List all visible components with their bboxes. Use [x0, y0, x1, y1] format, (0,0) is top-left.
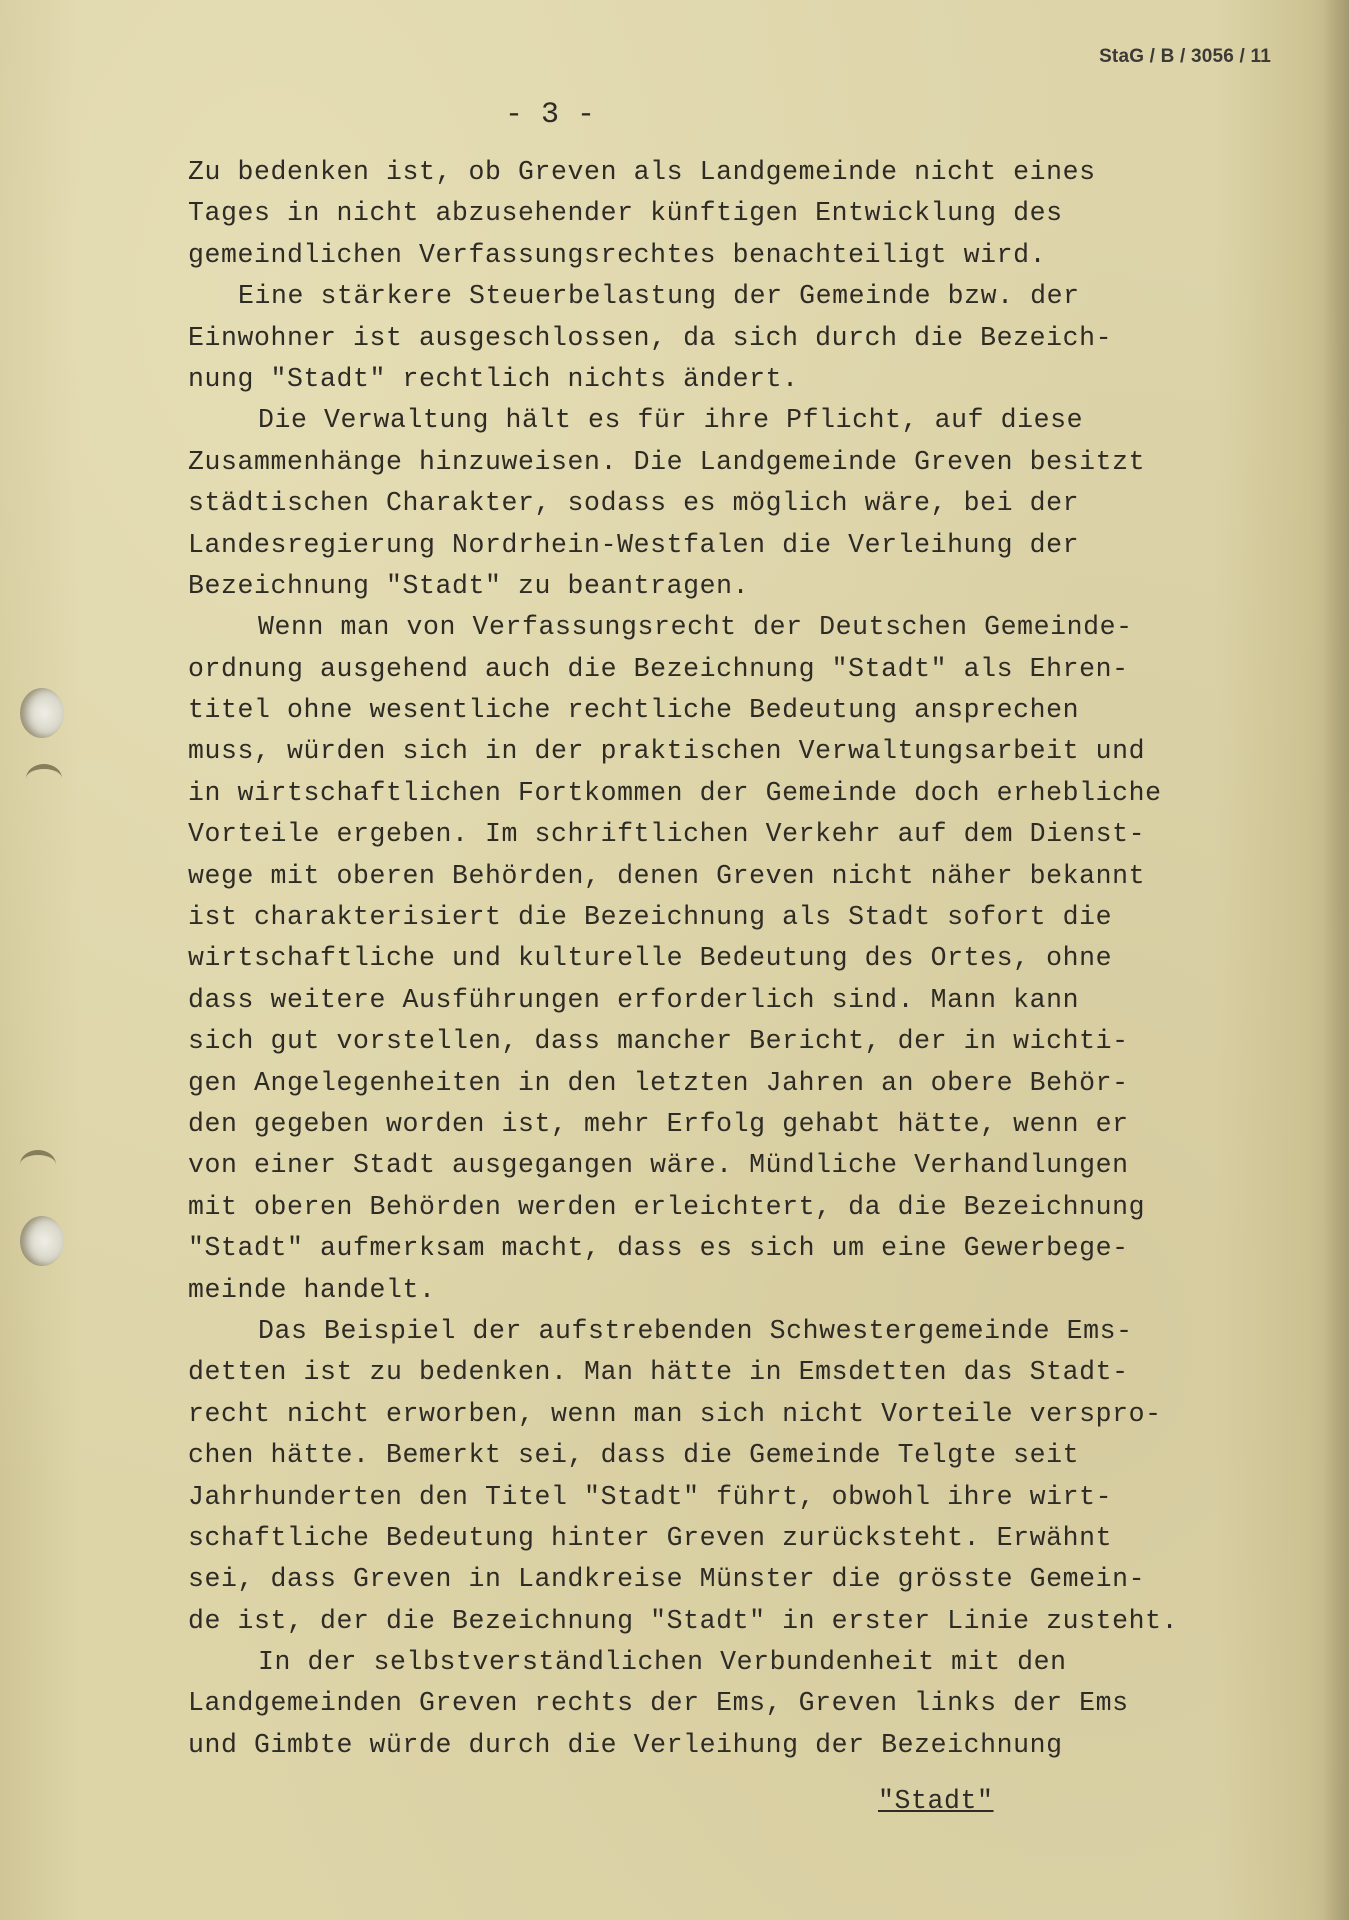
text-line: sei, dass Greven in Landkreise Münster die grösste Gemein-: [188, 1564, 1146, 1595]
text-line: Landesregierung Nordrhein-Westfalen die Verleihung der: [188, 529, 1080, 560]
text-line: sich gut vorstellen, dass mancher Bericht, der in wichti-: [188, 1026, 1129, 1057]
text-line: gemeindlichen Verfassungsrechtes benachteiligt wird.: [188, 239, 1047, 270]
continuation-word: "Stadt": [878, 1786, 994, 1816]
punch-hole-icon: [20, 688, 64, 738]
text-line: Zusammenhänge hinzuweisen. Die Landgemeinde Greven besitzt: [188, 446, 1146, 477]
text-line: muss, würden sich in der praktischen Verwaltungsarbeit und: [188, 736, 1146, 767]
text-line: städtischen Charakter, sodass es möglich wäre, bei der: [188, 488, 1080, 519]
text-line: "Stadt" aufmerksam macht, dass es sich um eine Gewerbege-: [188, 1233, 1129, 1264]
text-line: detten ist zu bedenken. Man hätte in Emsdetten das Stadt-: [188, 1357, 1129, 1388]
text-line: Vorteile ergeben. Im schriftlichen Verkehr auf dem Dienst-: [188, 819, 1146, 850]
text-line: Tages in nicht abzusehender künftigen Entwicklung des: [188, 198, 1063, 229]
text-line: ist charakterisiert die Bezeichnung als Stadt sofort die: [188, 902, 1113, 933]
text-line: Jahrhunderten den Titel "Stadt" führt, obwohl ihre wirt-: [188, 1481, 1113, 1512]
text-line: titel ohne wesentliche rechtliche Bedeutung ansprechen: [188, 695, 1080, 726]
text-line: Eine stärkere Steuerbelastung der Gemeinde bzw. der: [238, 281, 1080, 312]
text-line: recht nicht erworben, wenn man sich nicht Vorteile verspro-: [188, 1398, 1162, 1429]
text-line: in wirtschaftlichen Fortkommen der Gemeinde doch erhebliche: [188, 777, 1162, 808]
text-line: mit oberen Behörden werden erleichtert, da die Bezeichnung: [188, 1191, 1146, 1222]
text-line: und Gimbte würde durch die Verleihung der Bezeichnung: [188, 1729, 1063, 1760]
text-line: chen hätte. Bemerkt sei, dass die Gemeinde Telgte seit: [188, 1440, 1080, 1471]
punch-hole-icon: [20, 1216, 64, 1266]
document-body: [188, 152, 1198, 1766]
text-line: dass weitere Ausführungen erforderlich sind. Mann kann: [188, 984, 1080, 1015]
archive-stamp: StaG / B / 3056 / 11: [1099, 46, 1271, 67]
text-line: gen Angelegenheiten in den letzten Jahren an obere Behör-: [188, 1067, 1129, 1098]
text-line: ordnung ausgehend auch die Bezeichnung "Stadt" als Ehren-: [188, 653, 1129, 684]
text-line: nung "Stadt" rechtlich nichts ändert.: [188, 363, 799, 394]
text-line: von einer Stadt ausgegangen wäre. Mündliche Verhandlungen: [188, 1150, 1129, 1181]
text-line: wege mit oberen Behörden, denen Greven nicht näher bekannt: [188, 860, 1146, 891]
text-line: Einwohner ist ausgeschlossen, da sich durch die Bezeich-: [188, 322, 1113, 353]
text-line: Landgemeinden Greven rechts der Ems, Greven links der Ems: [188, 1688, 1129, 1719]
page-edge-shadow: [1323, 0, 1349, 1920]
text-line: In der selbstverständlichen Verbundenheit mit den: [258, 1647, 1067, 1678]
text-line: den gegeben worden ist, mehr Erfolg gehabt hätte, wenn er: [188, 1108, 1129, 1139]
punch-tear-icon: [26, 764, 62, 793]
text-line: wirtschaftliche und kulturelle Bedeutung des Ortes, ohne: [188, 943, 1113, 974]
text-line: schaftliche Bedeutung hinter Greven zurücksteht. Erwähnt: [188, 1522, 1113, 1553]
text-line: Die Verwaltung hält es für ihre Pflicht, auf diese: [258, 405, 1084, 436]
text-line: meinde handelt.: [188, 1274, 436, 1305]
text-line: de ist, der die Bezeichnung "Stadt" in erster Linie zusteht.: [188, 1605, 1179, 1636]
page-number: - 3 -: [505, 98, 596, 132]
text-line: Das Beispiel der aufstrebenden Schwestergemeinde Ems-: [258, 1315, 1133, 1346]
text-line: Wenn man von Verfassungsrecht der Deutschen Gemeinde-: [258, 612, 1133, 643]
punch-tear-icon: [20, 1150, 56, 1179]
text-line: Zu bedenken ist, ob Greven als Landgemeinde nicht eines: [188, 157, 1096, 187]
text-line: Bezeichnung "Stadt" zu beantragen.: [188, 570, 750, 601]
